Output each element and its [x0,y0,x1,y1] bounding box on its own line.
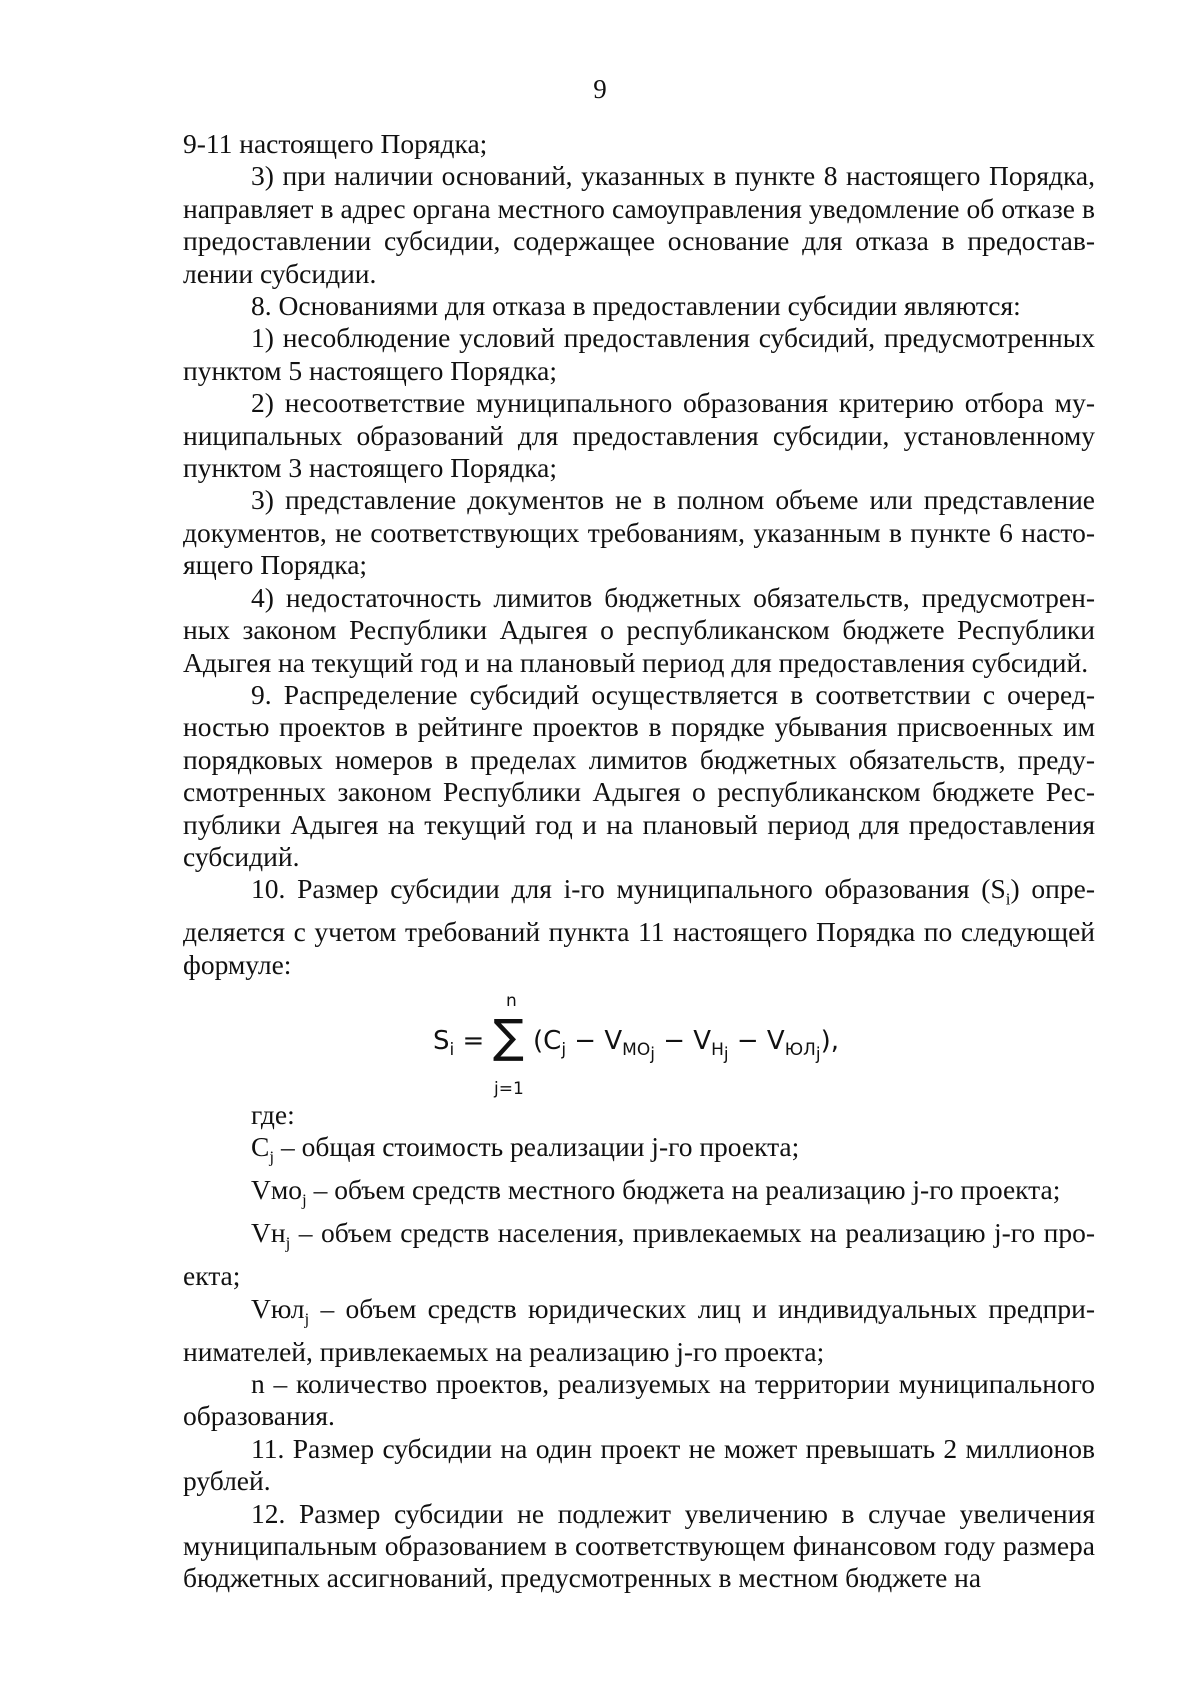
paragraph-section-10 [183,873,1095,981]
formula-ul-sub-j: j [815,1044,821,1065]
section-10-sub: i [1005,889,1011,909]
formula-mo-sub [622,1040,655,1065]
paragraph-ground-2: 2) несоответствие муниципального образования критерию отбора муниципальных образований для предоставления субсидии, установленному пунктом 3 настоящего Порядка; [183,387,1095,484]
definition-vul [183,1293,1095,1368]
subsidy-formula [183,981,1095,1099]
paragraph-section-11: 11. Размер субсидии на один проект не может превышать 2 миллионов рублей. [183,1432,1095,1497]
formula-lhs [433,1025,484,1067]
formula-upper-limit: n [506,991,517,1012]
paragraph-where: где: [251,1099,295,1131]
formula-ul-sub [784,1040,821,1065]
section-10-tail: ) определяется с учетом требований пункта 11 настоящего Порядка по следующей формуле: [183,873,1095,980]
definition-vn-symbol: Vн [251,1217,286,1249]
definition-vn [183,1217,1095,1292]
paragraph-ground-4: 4) недостаточность лимитов бюджетных обязательств, предусмотренных законом Республики Адыгея о республиканском бюджете Республики Адыгея на текущий год и на плановый период для предоставления субсидий. [183,581,1095,678]
definition-c-text: – общая стоимость реализации j-го проекта; [274,1131,800,1163]
paragraph-ground-1: 1) несоблюдение условий предоставления субсидий, предусмотренных пунктом 5 настоящего Порядка; [183,322,1095,386]
formula-n-sub-text: Н [711,1040,724,1061]
formula-minus-2: − V [654,1026,712,1057]
formula-sigma: ∑ [493,1009,524,1064]
formula-c-sub: j [561,1040,567,1061]
formula-ul-sub-text: ЮЛ [784,1040,816,1061]
definition-vul-sub: j [304,1309,310,1329]
formula-terms [533,1025,839,1071]
formula-n-sub-j: j [723,1044,729,1065]
formula-open: (C [533,1026,562,1057]
formula-s: S [433,1026,450,1057]
definition-vmo-sub: j [302,1190,307,1210]
definition-vmo [183,1174,1095,1217]
section-10-text: 10. Размер субсидии для i-го муниципального образования (S [251,873,1006,905]
definition-n: n – количество проектов, реализуемых на территории муниципального образования. [183,1367,1095,1432]
paragraph-ground-3: 3) представление документов не в полном объеме или представление документов, не соответствующих требованиям, указанным в пункте 6 настоящего Порядка; [183,484,1095,581]
formula-n-sub [711,1040,729,1065]
formula-mo-sub-text: МО [622,1040,651,1061]
document-body [183,128,1095,1595]
paragraph-continuation: 9-11 настоящего Порядка; [183,128,488,159]
formula-s-sub: i [449,1040,455,1061]
definition-vmo-text: – объем средств местного бюджета на реализацию j-го проекта; [306,1174,1061,1206]
formula-minus-3: − V [728,1026,785,1057]
definition-c-symbol: C [251,1131,270,1163]
definition-vul-symbol: Vюл [251,1292,305,1324]
paragraph-item-3: 3) при наличии оснований, указанных в пункте 8 настоящего Порядка, направляет в адрес органа местного самоуправления уведомление об отказе в предоставлении субсидии, содержащее основание для отказа в предоставлении субсидии. [183,160,1095,289]
definition-c [183,1131,1095,1174]
paragraph-section-12: 12. Размер субсидии не подлежит увеличению в случае увеличения муниципальным образованием в соответствующем финансовом году размера бюджетных ассигнований, предусмотренных в местном бюджете на [183,1497,1095,1594]
paragraph-section-8: 8. Основаниями для отказа в предоставлении субсидии являются: [251,290,1021,322]
formula-lower-limit: j=1 [494,1079,524,1100]
definition-c-sub: j [269,1147,275,1167]
definition-vul-text: – объем средств юридических лиц и индивидуальных предпринимателей, привлекаемых на реализацию j-го проекта; [183,1292,1095,1367]
formula-close: ), [820,1026,839,1057]
formula-equals: = [462,1026,485,1057]
paragraph-section-9: 9. Распределение субсидий осуществляется в соответствии с очередностью проектов в рейтинге проектов в порядке убывания присвоенных им порядковых номеров в пределах лимитов бюджетных обязательств, предусмотренных законом Республики Адыгея о республиканском бюджете Республики Адыгея на текущий год и на плановый период для предоставления субсидий. [183,678,1095,872]
definition-vn-sub: j [285,1233,291,1253]
formula-mo-sub-j: j [650,1044,655,1065]
page-number: 9 [593,74,607,104]
formula-minus-1: − V [566,1026,623,1057]
definition-vmo-symbol: Vмо [251,1174,303,1206]
definition-vn-text: – объем средств населения, привлекаемых на реализацию j-го проекта; [183,1217,1095,1292]
